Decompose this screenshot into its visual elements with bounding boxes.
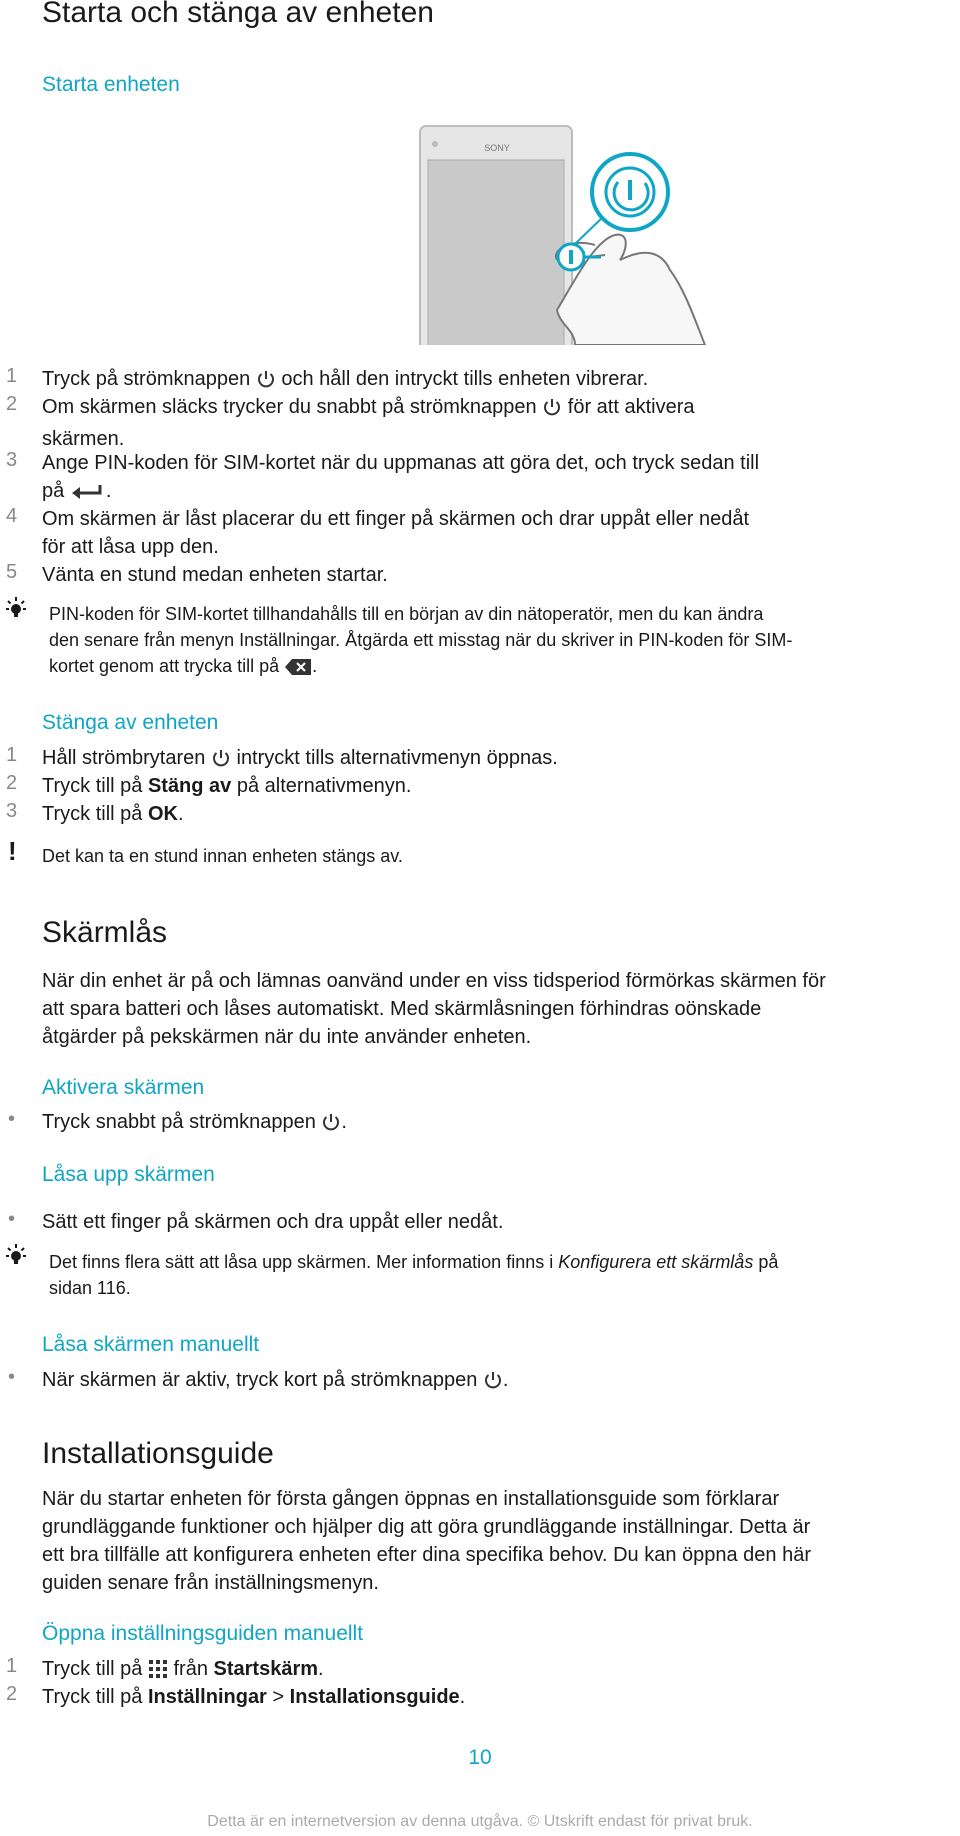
list-item: Vänta en stund medan enheten startar.: [42, 564, 388, 586]
setup-steps-list: [0, 1655, 960, 1715]
bullet: •: [8, 1366, 16, 1388]
step-number: 3: [6, 449, 18, 471]
stop-steps-list: [0, 744, 960, 834]
link-configure-screen-lock[interactable]: Konfigurera ett skärmlås: [558, 1252, 754, 1272]
list-item: Om skärmen släcks trycker du snabbt på strömknappen för att aktivera skärmen.: [42, 396, 695, 450]
phone-power-illustration: [275, 120, 725, 345]
start-steps-list: [0, 365, 960, 585]
list-item: Håll strömbrytaren intryckt tills alternativmenyn öppnas.: [42, 744, 942, 776]
setup-guide-paragraph: När du startar enheten för första gången öppnas en installationsguide som förklarar grundläggande funktioner och hjälper dig att göra grundläggande inställningar. Detta är ett bra tillfälle att konfigurera enheten efter dina specifika behov. Du kan öppna den här guiden senare från inställningsmenyn.: [42, 1488, 812, 1594]
power-icon: [483, 1370, 503, 1398]
step-number: 5: [6, 561, 18, 583]
subheading-activate-screen: Aktivera skärmen: [42, 1076, 205, 1099]
section-title-setup-guide: Installationsguide: [42, 1437, 274, 1470]
page-title: Starta och stänga av enheten: [42, 0, 434, 29]
step-number: 2: [6, 772, 18, 794]
bullet: •: [8, 1208, 16, 1230]
subheading-open-setup-guide: Öppna inställningsguiden manuellt: [42, 1622, 364, 1645]
tip-lightbulb-icon: [4, 1243, 28, 1272]
list-item: Tryck till på Inställningar > Installationsguide.: [42, 1686, 466, 1708]
step-number: 2: [6, 1683, 18, 1705]
list-item: Tryck till på OK.: [42, 803, 184, 825]
subheading-unlock-screen: Låsa upp skärmen: [42, 1163, 215, 1186]
step-number: 1: [6, 365, 18, 387]
list-item: Tryck på strömknappen och håll den intryckt tills enheten vibrerar.: [42, 365, 942, 397]
step-number: 4: [6, 505, 18, 527]
warning-icon: !: [8, 836, 17, 866]
list-item: Tryck snabbt på strömknappen .: [42, 1108, 347, 1140]
list-item: Tryck till på från Startskärm.: [42, 1655, 942, 1687]
page-number: 10: [468, 1746, 492, 1769]
list-item: Ange PIN-koden för SIM-kortet när du uppmanas att göra det, och tryck sedan till på .: [42, 449, 942, 509]
section-heading-start: Starta enheten: [42, 73, 180, 96]
bullet: •: [8, 1108, 16, 1130]
power-icon: [321, 1112, 341, 1140]
section-heading-stop: Stänga av enheten: [42, 711, 219, 734]
power-icon: [542, 397, 562, 425]
step-number: 3: [6, 800, 18, 822]
step-number: 1: [6, 1655, 18, 1677]
backspace-icon: [284, 657, 312, 683]
list-item: Om skärmen är låst placerar du ett finger på skärmen och drar uppåt eller nedåt för att låsa upp den.: [42, 508, 750, 558]
tip-lightbulb-icon: [4, 596, 28, 625]
footer-disclaimer: Detta är en internetversion av denna utgåva. © Utskrift endast för privat bruk.: [207, 1813, 753, 1830]
tip-note: Det finns flera sätt att låsa upp skärmen. Mer information finns i Konfigurera ett skärmlås på sidan 116.: [49, 1252, 779, 1298]
list-item: När skärmen är aktiv, tryck kort på strömknappen .: [42, 1366, 508, 1398]
screen-lock-paragraph: När din enhet är på och lämnas oanvänd under en viss tidsperiod förmörkas skärmen för att spara batteri och låses automatiskt. Med skärmlåsningen förhindras oönskade åtgärder på pekskärmen när du inte använder enheten.: [42, 970, 826, 1048]
step-number: 2: [6, 393, 18, 415]
phone-brand-logo: SONY: [484, 143, 510, 153]
list-item: Sätt ett finger på skärmen och dra uppåt eller nedåt.: [42, 1211, 504, 1233]
list-item: Tryck till på Stäng av på alternativmenyn.: [42, 775, 412, 797]
tip-note: PIN-koden för SIM-kortet tillhandahålls till en början av din nätoperatör, men du kan ändra den senare från menyn Inställningar. Åtgärda ett misstag när du skriver in PIN-koden för SIM- kortet genom att trycka till på .: [49, 601, 949, 683]
step-number: 1: [6, 744, 18, 766]
section-title-screen-lock: Skärmlås: [42, 916, 168, 949]
subheading-lock-manually: Låsa skärmen manuellt: [42, 1333, 260, 1356]
warning-note: Det kan ta en stund innan enheten stängs av.: [42, 846, 403, 866]
